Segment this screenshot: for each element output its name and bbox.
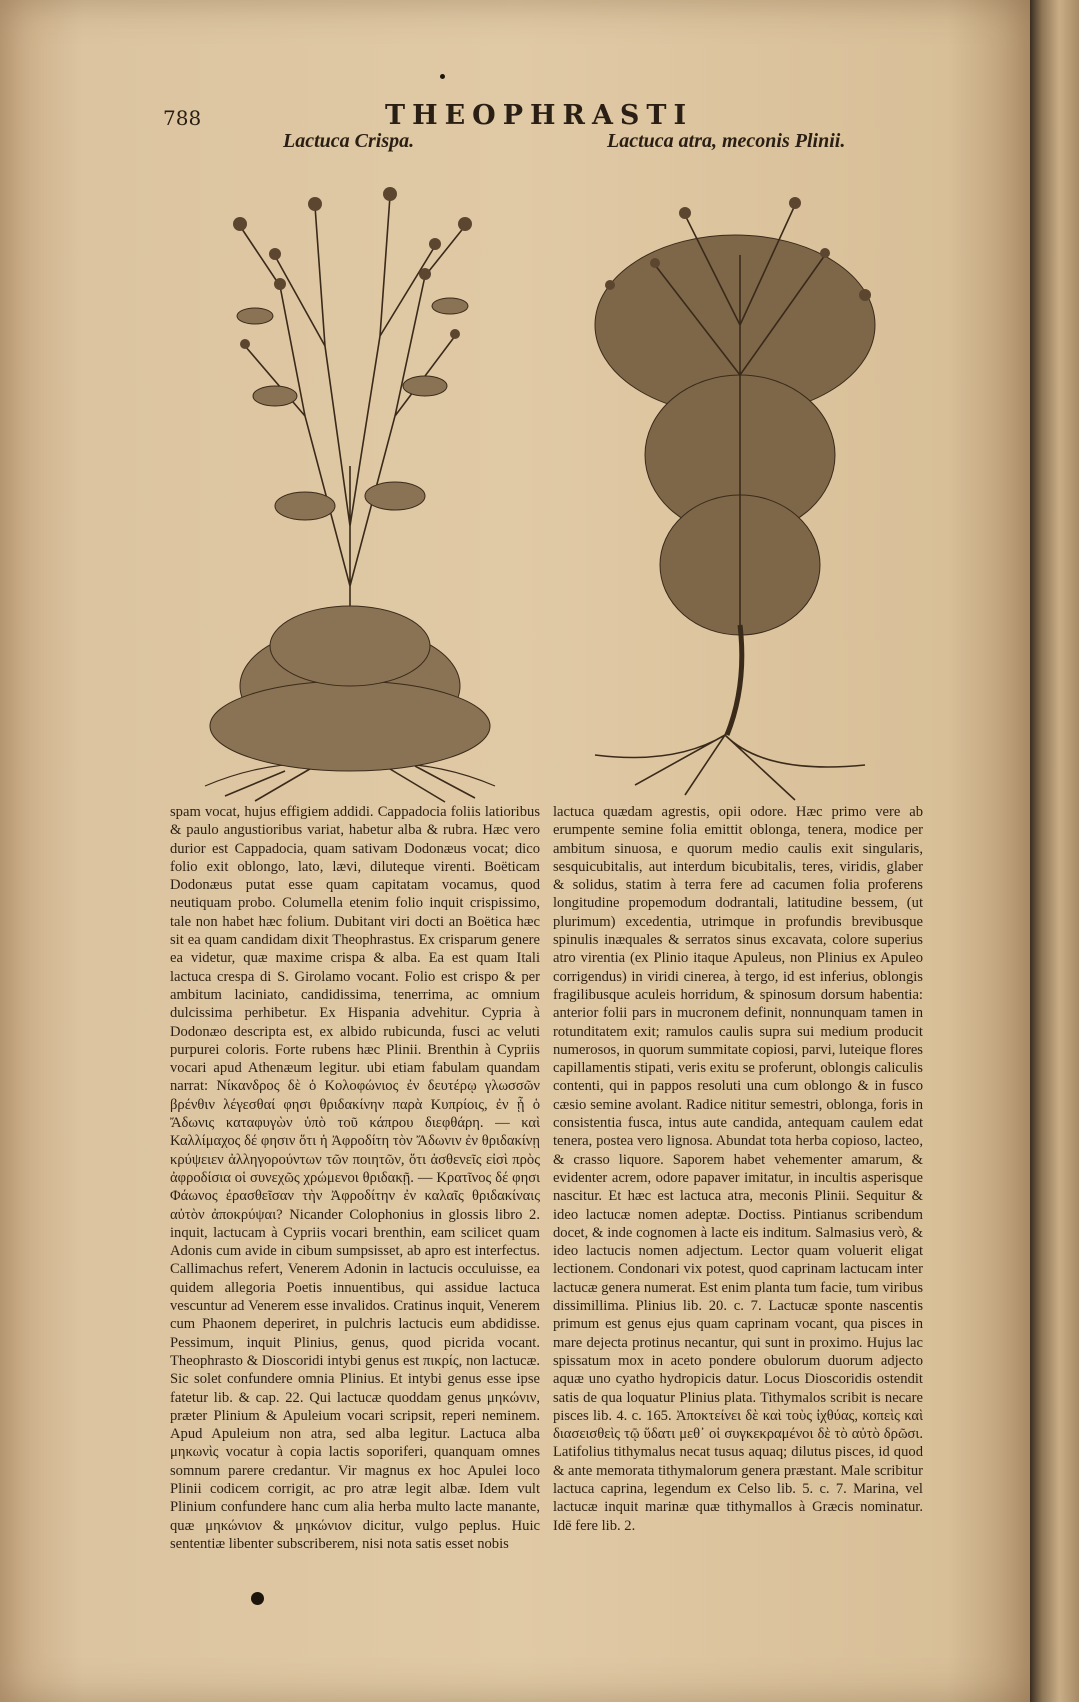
figure-caption-left: Lactuca Crispa. (283, 130, 415, 152)
page-number: 788 (163, 106, 202, 130)
column-text: spam vocat, hujus effigiem addidi. Cappadocia foliis latioribus & paulo angustioribus variat, habetur alba & rubra. Hæc vero durior est Cappadocia, quam sativam Dodonæus vocat; dico folio exit oblongo, lato, lævi, diluteque virenti. Boëticam Dodonæus putat esse quam capitatam vocamus, quod neutiquam probo. Columella etenim folio inquit crispissimo, tale non habet hæc folium. Dubitant viri docti an Boëtica hæc sit ea quam candidam dixit Theophrastus. Ex crisparum genere ea videtur, quæ maxime crispa & alba. Ea est quam Itali lactuca crespa di S. Girolamo vocant. Folio est crispo & per ambitum laciniato, candidissima, tenerrima, ac omnium dulcissima perhibetur. Ex Hispania advehitur. Cypria à Dodonæo descripta est, ex albido rubicunda, fusci ac veluti purpurei coloris. Forte rubens hæc Plinii. Brenthin à Cypriis vocari apud Athenæum legitur. ubi etiam fabulam quandam narrat: Νίκανδρος δὲ ὁ Κολοφώνιος ἐν δευτέρῳ γλωσσῶν βρένθιν λέγεσθαί φησι θριδακίνην παρὰ Κυπρίοις, ἐν ᾗ ὁ Ἄδωνις καταφυγὼν ὑπὸ τοῦ κάπρου διεφθάρη. — καὶ Καλλίμαχος δέ φησιν ὅτι ἡ Ἀφροδίτη τὸν Ἄδωνιν ἐν θριδακίνῃ κρύψειεν ἀλληγορούντων τῶν ποιητῶν, ὅτι ἀσθενεῖς εἰσὶ πρὸς ἀφροδίσια οἱ συνεχῶς χρώμενοι θριδακῇ. — Κρατῖνος δέ φησι Φάωνος ἐρασθεῖσαν τὴν Ἀφροδίτην ἐν καλαῖς θριδακίναις αὐτὸν ἀποκρύψαι? Nicander Colophonius in glossis libro 2. inquit, lactucam à Cypriis vocari brenthin, eam scilicet quam Adonis cum avide in cibum sumpsisset, ab apro est interfectus. Callimachus refert, Venerem Adonin in lactucis occuluisse, ea quidem allegoria Poetis innuentibus, qui assidue lactuca vescuntur ad Venerem esse invalidos. Cratinus inquit, Venerem cum Phaonem deperiret, in pulchris lactucis eum abdidisse. Pessimum, inquit Plinius, genus, quod picrida vocant. Theophrasto & Dioscoridi intybi genus est πικρίς, non lactucæ. Sic solet confundere omnia Plinius. Et intybi genus esse ipse fatetur lib. & cap. 22. Qui lactucæ quoddam genus μηκώνιν, præter Plinium & Apuleium vocari scripsit, reperi neminem. Apud Apuleium non atra, sed alba legitur. Lactuca alba μηκωνὶς vocatur à copia lactis soporiferi, quanquam omnes somnum parere credantur. Vir magnus ex hoc Apulei loco Plinii codicem corrigit, ac pro atræ legit albæ. Idem vult Plinium confundere hanc cum alia herba multo lacte manante, quæ μηκώνιον & μηκώνιον dicitur, vulgo peplus. Huic sententiæ libenter subscriberem, nisi nota satis esset nobis (170, 804, 540, 1552)
figure-caption-right: Lactuca atra, meconis Plinii. (607, 130, 846, 152)
column-text: lactuca quædam agrestis, opii odore. Hæc primo vere ab erumpente semine folia emittit oblonga, tenera, modice per ambitum sinuosa, e quorum medio caulis exit singularis, sesquicubitalis, aut interdum bicubitalis, teres, viridis, glaber & solidus, statim à terra fere ad cacumen folia proferens longitudine propemodum dodrantali, latitudine bessem, (ut plurimum) excedentia, utrimque in profundis brevibusque spinulis inæquales & serratos sinus excavata, colore superius atro virentia (ex Plinio itaque Apuleus, non Plinius ex Apuleo corrigendus) in viridi cinerea, à tergo, id est inferius, oblongis fragilibusque aculeis horridum, & spinosum dorsum habentia: anterior folii pars in mucronem definit, nonnunquam tamen in rotunditatem exit; ramulos caulis supra sui medium producit numerosos, in quorum summitate copiosi, parvi, luteique flores capillamentis stipati, veris exitu se proferunt, oblongis caliculis contenti, qui in pappos resoluti una cum oblongo & in fusco cæsio semine avolant. Radice nititur semestri, oblonga, foris in consistentia fusca, intus aute candida, antequam caulem edat tenera, postea vero lignosa. Abundat tota herba copioso, lacteo, & crasso liquore. Saporem habet vehementer amarum, & evidenter acrem, odore papaver imitatur, in incultis asperisque nascitur. Et hæc est lactuca atra, meconis Plinii. Sequitur & ideo lactucæ nomen adeptæ. Doctiss. Pintianus scribendum docet, & inde cognomen à lacte eis inditum. Salmasius verò, & ideo lactucis nomen adjectum. Lector quam voluerit eligat lectionem. Condonari vix potest, quod caprinam lactucam inter lactucæ genera numerat. Est enim planta tum facie, tum viribus dissimillima. Plinius lib. 20. c. 7. Lactucæ sponte nascentis primum est genus ejus quam caprinam vocant, qua pisces in mare dejecta protinus necantur, qui sunt in proximo. Hujus lac spissatum mox in aceto pondere obulorum duorum adjecto aquæ uno cyatho hydropicis datur. Locus Dioscoridis ostendit satis de qua loquatur Plinius plata. Tithymalos scribit is necare pisces lib. 4. c. 165. Ἀποκτείνει δὲ καὶ τοὺς ἰχθύας, κοπεὶς καὶ διασεισθεὶς τῷ ὕδατι μεθ᾽ οἱ συγκεκραμένοι δὲ τὸ αὐτὸ δρῶσι. Latifolius tithymalus necat tusus aquaq; dilutus pisces, id quod & ante memorata tithymalorum genera præstant. Male scribitur lactuca caprina, legendum ex Celso lib. 5. c. 7. Marina, vel lactucæ inquit marinæ quæ tithymallos à Græcis nominatur. Idē fere lib. 2. (553, 804, 923, 1534)
running-head: THEOPHRASTI (385, 100, 694, 131)
ink-blot (251, 1592, 264, 1605)
lactuca-crispa-woodcut (185, 166, 515, 806)
ink-blot (440, 74, 445, 79)
page-edge (1030, 0, 1079, 1702)
text-column-right (553, 803, 923, 1535)
text-column-left (170, 803, 540, 1553)
lactuca-atra-woodcut (565, 175, 905, 805)
